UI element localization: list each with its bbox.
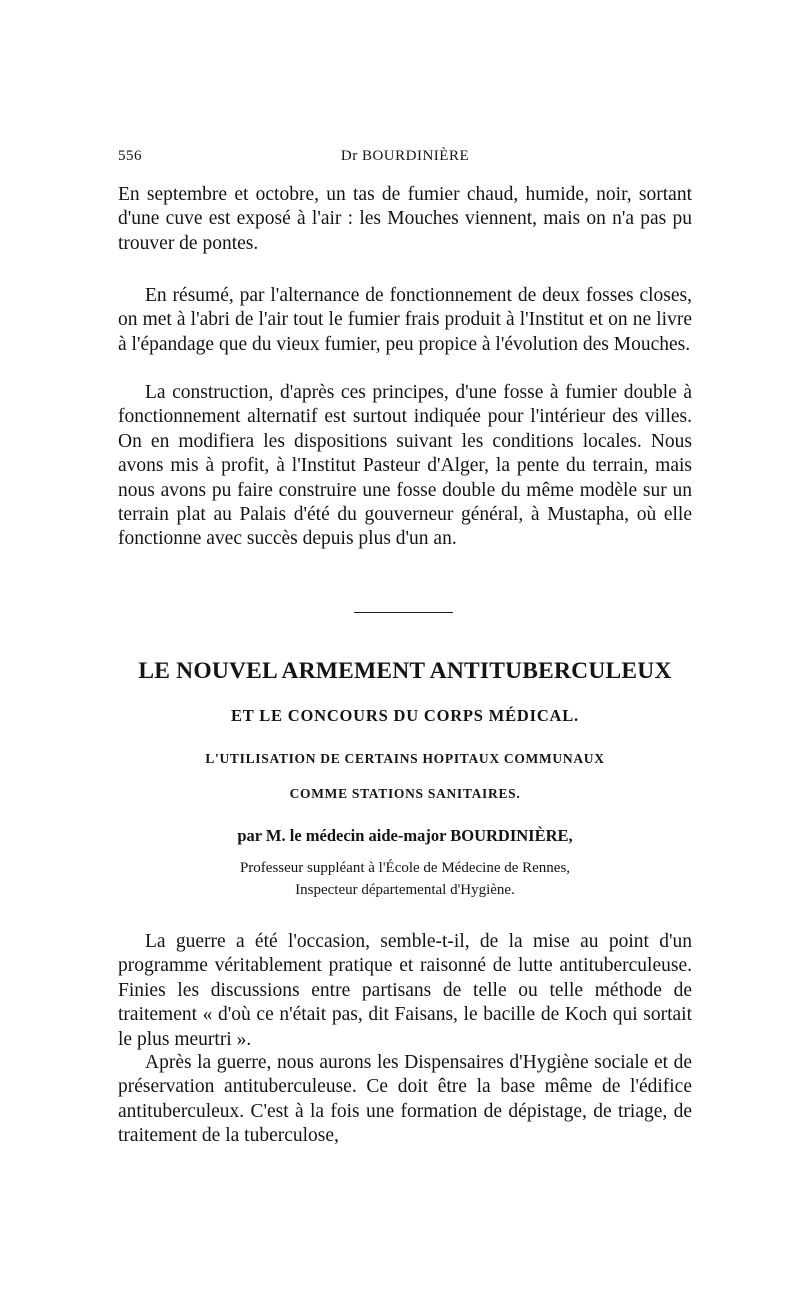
article-subsubtitle-line-1: L'UTILISATION DE CERTAINS HOPITAUX COMMUNAUX bbox=[205, 751, 605, 766]
paragraph-1-container bbox=[118, 183, 692, 256]
article-title: LE NOUVEL ARMEMENT ANTITUBERCULEUX bbox=[138, 658, 672, 684]
paragraph-4-container bbox=[118, 930, 692, 1052]
paragraph-1: En septembre et octobre, un tas de fumier chaud, humide, noir, sortant d'une cuve est exposé à l'air : les Mouches viennent, mais on n'a pas pu trouver de pontes. bbox=[118, 184, 692, 254]
author-affiliation-line-1: Professeur suppléant à l'École de Médecine de Rennes, bbox=[239, 860, 571, 876]
page-number: 556 bbox=[118, 148, 142, 164]
paragraph-3: La construction, d'après ces principes, d'une fosse à fumier double à fonctionnement alternatif est surtout indiquée pour l'intérieur des villes. On en modifiera les dispositions suivant les conditions locales. Nous avons mis à profit, à l'Institut Pasteur d'Alger, la pente du terrain, mais nous avons pu faire construire une fosse double du même modèle sur un terrain plat au Palais d'été du gouverneur général, à Mustapha, où elle fonctionne avec succès depuis plus d'un an. bbox=[118, 382, 692, 550]
paragraph-4: La guerre a été l'occasion, semble-t-il, de la mise au point d'un programme véritablement pratique et raisonné de lutte antituberculeuse. Finies les discussions entre partisans de telle ou telle méthode de traitement « d'où ce n'était pas, dit Faisans, le bacille de Koch qui sortait le plus meurtri ». bbox=[118, 931, 692, 1050]
article-subtitle: ET LE CONCOURS DU CORPS MÉDICAL. bbox=[230, 706, 579, 725]
paragraph-5-container bbox=[118, 1051, 692, 1149]
section-divider bbox=[354, 612, 453, 613]
paragraph-5: Après la guerre, nous aurons les Dispensaires d'Hygiène sociale et de préservation antituberculeuse. Ce doit être la base même de l'édifice antituberculeux. C'est à la fois une formation de dépistage, de triage, de traitement de la tuberculose, bbox=[118, 1052, 692, 1147]
paragraph-2-container bbox=[118, 284, 692, 357]
paragraph-3-container bbox=[118, 381, 692, 552]
article-author: par M. le médecin aide-major BOURDINIÈRE, bbox=[237, 826, 573, 845]
author-affiliation-line-2: Inspecteur départemental d'Hygiène. bbox=[295, 882, 515, 898]
paragraph-2: En résumé, par l'alternance de fonctionnement de deux fosses closes, on met à l'abri de l'air tout le fumier frais produit à l'Institut et on ne livre à l'épandage que du vieux fumier, peu propice à l'évolution des Mouches. bbox=[118, 285, 692, 355]
running-title: Dr BOURDINIÈRE bbox=[340, 148, 470, 164]
running-head bbox=[118, 148, 692, 172]
article-subsubtitle-line-2: COMME STATIONS SANITAIRES. bbox=[289, 786, 521, 801]
